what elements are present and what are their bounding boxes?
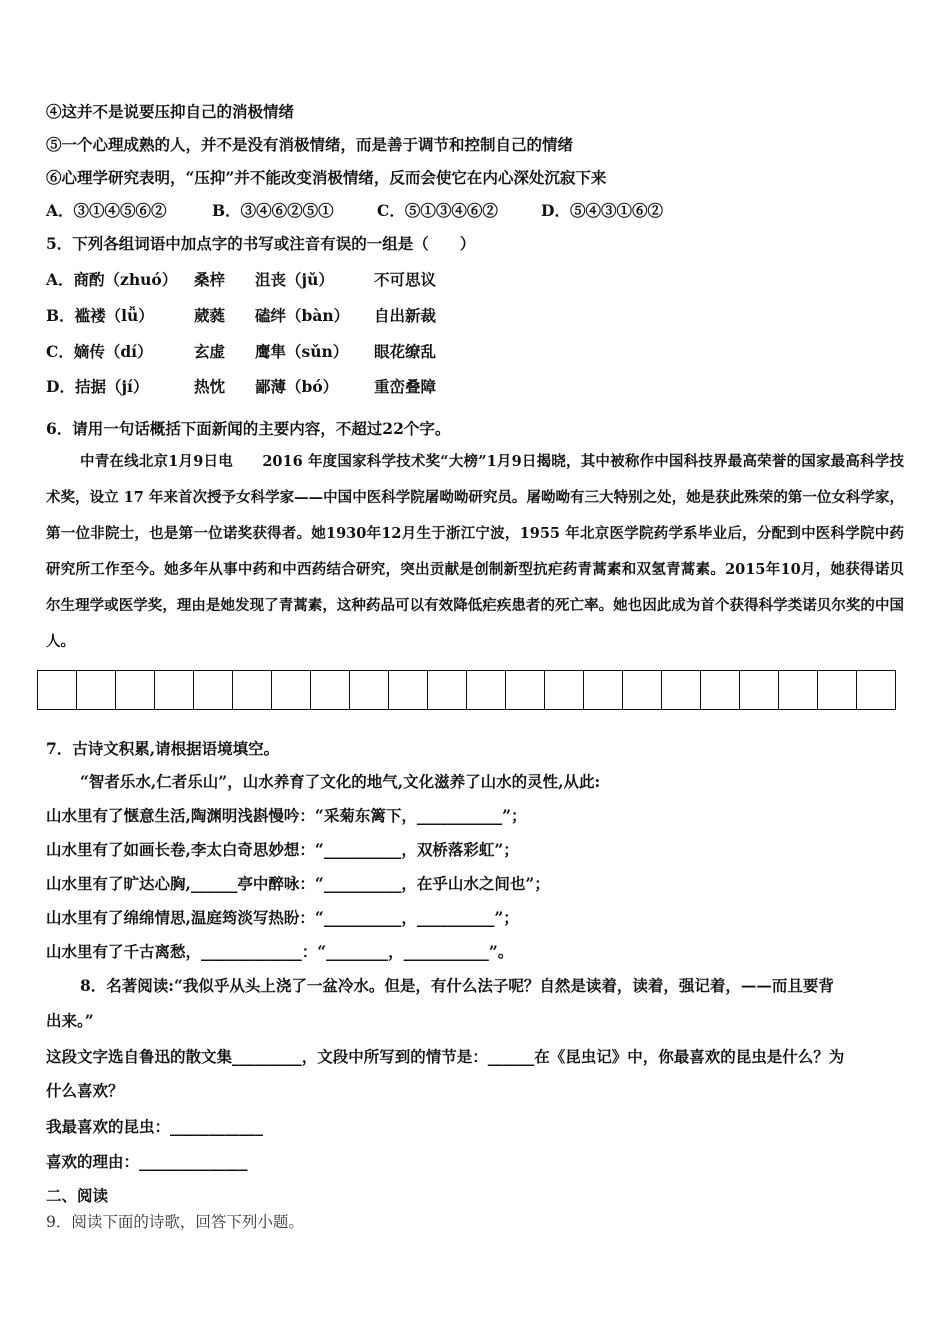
q4-item-5: ⑤一个心理成熟的人，并不是没有消极情绪，而是善于调节和控制自己的情绪 [46, 135, 574, 154]
q5-option-word: 自出新裁 [374, 306, 437, 325]
answer-cell[interactable] [740, 671, 779, 709]
q5-option-word: 玄虚 [194, 342, 226, 361]
q5-option-c [46, 342, 910, 362]
answer-cell[interactable] [272, 671, 311, 709]
q4-option-d: D．⑤④③①⑥② [541, 201, 663, 220]
answer-cell[interactable] [77, 671, 116, 709]
answer-cell[interactable] [662, 671, 701, 709]
q5-options [0, 270, 950, 397]
answer-cell[interactable] [350, 671, 389, 709]
q5-option-word: B．褴褛（lǚ） [46, 306, 154, 325]
q7-line: 山水里有了绵绵情思,温庭筠淡写热盼：“__________，__________”； [46, 908, 519, 927]
q7-line: 山水里有了千古离愁，_____________：“________，___________”。 [46, 942, 514, 961]
q7-line: 山水里有了如画长卷,李太白奇思妙想：“__________，双桥落彩虹”； [46, 840, 519, 859]
q5-option-word: 鹰隼（sǔn） [255, 342, 349, 361]
q8-stem-cont: 出来。” [46, 1011, 94, 1030]
q8-question-cont: 什么喜欢？ [46, 1081, 124, 1100]
q4-item-4: ④这并不是说要压抑自己的消极情绪 [46, 102, 295, 121]
answer-cell[interactable] [428, 671, 467, 709]
q4-item-6: ⑥心理学研究表明，“压抑”并不能改变消极情绪，反而会使它在内心深处沉寂下来 [46, 168, 607, 187]
q5-option-word: A．商酌（zhuó） [46, 270, 178, 289]
q4-option-a: A．③①④⑤⑥② [46, 201, 167, 220]
q6-news-text: 中青在线北京1月9日电 2016 年度国家科学技术奖“大榜”1月9日揭晓，其中被称作中国科技界最高荣誉的国家最高科学技术奖，设立 17 年来首次授予女科学家——中国中医科学院屠呦呦研究员。屠呦呦有三大特别之处，她是获此殊荣的第一位女科学家，第一位非院士，也是第一位诺奖获得者。她1930年12月生于浙江宁波，1955 年北京医学院药学系毕业后，分配到中医科学院中药研究所工作至今。她多年从事中药和中西药结合研究，突出贡献是创制新型抗疟药青蒿素和双氢青蒿素。2015年10月，她获得诺贝尔生理学或医学奖，理由是她发现了青蒿素，这种药品可以有效降低疟疾患者的死亡率。她也因此成为首个获得科学类诺贝尔奖的中国人。 [46, 453, 904, 650]
q4-option-b: B．③④⑥②⑤① [212, 201, 334, 220]
answer-cell[interactable] [545, 671, 584, 709]
q4-options [46, 201, 910, 221]
q5-option-word: 沮丧（jǔ） [255, 270, 334, 289]
q5-option-word: 磕绊（bàn） [255, 306, 350, 325]
q5-option-word: 桑梓 [194, 270, 226, 289]
q5-option-word: 葳蕤 [194, 306, 226, 325]
answer-cell[interactable] [623, 671, 662, 709]
answer-cell[interactable] [38, 671, 77, 709]
answer-cell[interactable] [701, 671, 740, 709]
answer-cell[interactable] [194, 671, 233, 709]
q7-line: 山水里有了旷达心胸,______亭中醉咏：“__________，在乎山水之间也”； [46, 874, 550, 893]
q5-option-b [46, 306, 910, 326]
answer-cell[interactable] [116, 671, 155, 709]
q5-option-word: 眼花缭乱 [374, 342, 437, 361]
q6-stem: 6．请用一句话概括下面新闻的主要内容，不超过22个字。 [46, 419, 451, 438]
q5-option-word: 热忱 [194, 377, 226, 396]
answer-cell[interactable] [857, 671, 895, 709]
answer-cell[interactable] [389, 671, 428, 709]
q5-option-word: D．拮据（jí） [46, 377, 149, 396]
q5-option-word: 鄙薄（bó） [255, 377, 339, 396]
answer-cell[interactable] [311, 671, 350, 709]
answer-grid[interactable] [37, 670, 896, 710]
q8-question: 这段文字选自鲁迅的散文集_________，文段中所写到的情节是：______在《昆虫记》中，你最喜欢的昆虫是什么？为 [46, 1047, 845, 1066]
answer-cell[interactable] [818, 671, 857, 709]
q7-line: 山水里有了惬意生活,陶渊明浅斟慢吟：“采菊东篱下，___________”； [46, 806, 527, 825]
q5-stem: 5．下列各组词语中加点字的书写或注音有误的一组是（ ） [46, 234, 476, 253]
q5-option-word: 不可思议 [374, 270, 437, 289]
q5-option-a [46, 270, 910, 290]
q7-intro: “智者乐水,仁者乐山”，山水养育了文化的地气,文化滋养了山水的灵性,从此: [80, 772, 601, 791]
q7-stem: 7．古诗文积累,请根据语境填空。 [46, 739, 280, 758]
q8-favorite-insect: 我最喜欢的昆虫：____________ [46, 1117, 264, 1136]
section-2-title: 二、阅读 [46, 1186, 109, 1205]
q5-option-d [46, 377, 910, 397]
q8-reason: 喜欢的理由：______________ [46, 1152, 248, 1171]
answer-cell[interactable] [506, 671, 545, 709]
answer-cell[interactable] [467, 671, 506, 709]
q4-option-c: C．⑤①③④⑥② [377, 201, 498, 220]
q5-option-word: C．嫡传（dí） [46, 342, 153, 361]
answer-cell[interactable] [779, 671, 818, 709]
answer-cell[interactable] [584, 671, 623, 709]
answer-cell[interactable] [155, 671, 194, 709]
q5-option-word: 重峦叠障 [374, 377, 437, 396]
q8-stem: 8．名著阅读:“我似乎从头上浇了一盆冷水。但是，有什么法子呢？自然是读着，读着，强记着，——而且要背 [80, 976, 834, 995]
q9-stem: 9．阅读下面的诗歌，回答下列小题。 [46, 1213, 304, 1231]
answer-cell[interactable] [233, 671, 272, 709]
